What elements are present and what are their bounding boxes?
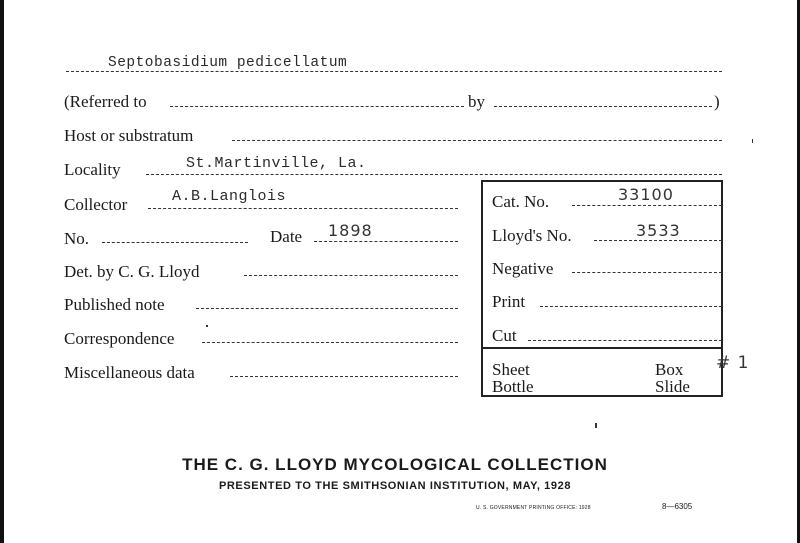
collection-subtitle: PRESENTED TO THE SMITHSONIAN INSTITUTION, MAY, 1928 [218, 480, 572, 492]
print-label: Print [492, 292, 526, 311]
negative-line [572, 272, 722, 273]
correspondence-line [202, 342, 458, 343]
referred-to-line [170, 106, 464, 107]
host-label: Host or substratum [64, 126, 194, 145]
close-paren: ) [714, 92, 720, 111]
box-value: # 1 [716, 353, 750, 373]
species-name: Septobasidium pedicellatum [108, 55, 348, 71]
print-line [540, 306, 722, 307]
locality-line [146, 174, 722, 175]
referred-to-label: (Referred to [64, 92, 147, 111]
collector-value: A.B.Langlois [172, 188, 287, 205]
date-value: 1898 [328, 221, 373, 240]
host-line [232, 140, 722, 141]
cat-no-value: 33100 [618, 185, 674, 204]
bottle-label: Bottle [492, 377, 534, 396]
published-note-label: Published note [64, 295, 165, 314]
cat-no-line [572, 205, 722, 206]
negative-label: Negative [492, 259, 554, 278]
lloyds-no-label: Lloyd's No. [492, 226, 572, 245]
sheet-label: Sheet [492, 360, 530, 379]
date-label: Date [270, 227, 303, 246]
by-label: by [468, 92, 485, 111]
slide-label: Slide [655, 377, 690, 396]
det-by-label: Det. by C. G. Lloyd [64, 262, 200, 281]
no-label: No. [64, 229, 90, 248]
collection-title: THE C. G. LLOYD MYCOLOGICAL COLLECTION [182, 455, 608, 474]
scan-speck [595, 423, 597, 428]
locality-value: St.Martinville, La. [186, 155, 367, 172]
scan-speck [752, 139, 753, 143]
printing-office-imprint: U. S. GOVERNMENT PRINTING OFFICE: 1928 [476, 505, 591, 511]
scan-speck [206, 325, 208, 327]
species-line [66, 71, 722, 72]
misc-data-line [230, 376, 458, 377]
published-note-line [196, 308, 458, 309]
cut-line [528, 340, 722, 341]
catalog-box-divider [481, 347, 723, 349]
cat-no-label: Cat. No. [492, 192, 550, 211]
no-line [102, 242, 248, 243]
cut-label: Cut [492, 326, 517, 345]
det-by-line [244, 275, 458, 276]
misc-data-label: Miscellaneous data [64, 363, 195, 382]
collector-label: Collector [64, 195, 128, 214]
form-number: 8—6305 [662, 502, 693, 511]
lloyds-no-line [594, 240, 722, 241]
box-label: Box [655, 360, 684, 379]
correspondence-label: Correspondence [64, 329, 175, 348]
locality-label: Locality [64, 160, 121, 179]
lloyds-no-value: 3533 [636, 221, 681, 240]
by-line [494, 106, 712, 107]
date-line [314, 241, 458, 242]
collector-line [148, 208, 458, 209]
